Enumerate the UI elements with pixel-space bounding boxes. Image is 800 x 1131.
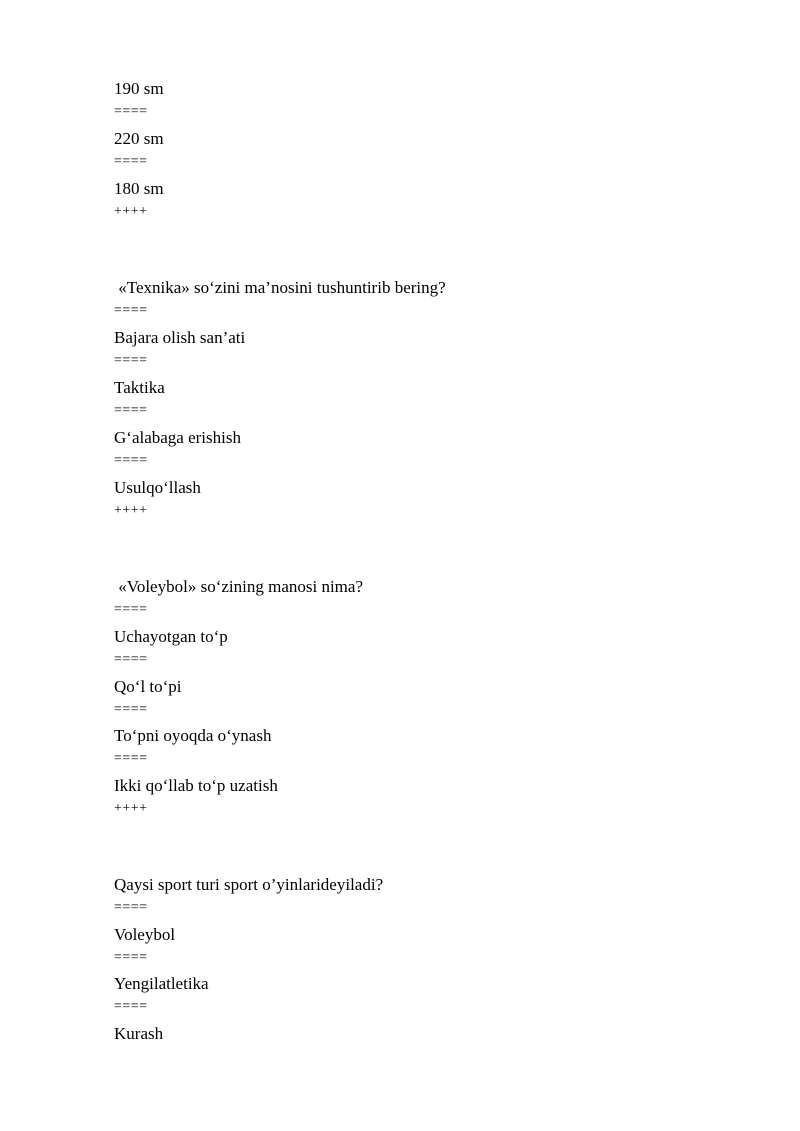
- answer-option: Kurash: [114, 1024, 164, 1043]
- answer-separator: ====: [114, 950, 148, 965]
- answer-option: Ikki qo‘llab to‘p uzatish: [114, 776, 278, 795]
- answer-separator: ====: [114, 999, 148, 1014]
- answer-separator: ====: [114, 353, 148, 368]
- answer-option: 180 sm: [114, 179, 164, 198]
- question-text: Qaysi sport turi sport o’yinlarideyiladi?: [114, 875, 384, 894]
- answer-separator: ====: [114, 900, 148, 915]
- question-text: «Voleybol» so‘zining manosi nima?: [114, 577, 363, 596]
- answer-option: To‘pni oyoqda o‘ynash: [114, 726, 272, 745]
- answer-option: 190 sm: [114, 79, 164, 98]
- answer-option: Yengilatletika: [114, 974, 209, 993]
- answer-separator: ====: [114, 702, 148, 717]
- answer-separator: ====: [114, 751, 148, 766]
- answer-separator: ====: [114, 652, 148, 667]
- answer-separator: ====: [114, 154, 148, 169]
- answer-separator: ====: [114, 602, 148, 617]
- answer-option: Voleybol: [114, 925, 176, 944]
- answer-separator: ====: [114, 104, 148, 119]
- question-end-marker: ++++: [114, 204, 148, 219]
- answer-option: 220 sm: [114, 129, 164, 148]
- answer-separator: ====: [114, 403, 148, 418]
- answer-separator: ====: [114, 453, 148, 468]
- question-end-marker: ++++: [114, 503, 148, 518]
- answer-option: Qo‘l to‘pi: [114, 677, 182, 696]
- question-text: «Texnika» so‘zini ma’nosini tushuntirib bering?: [114, 278, 446, 297]
- question-end-marker: ++++: [114, 801, 148, 816]
- answer-separator: ====: [114, 303, 148, 318]
- answer-option: G‘alabaga erishish: [114, 428, 241, 447]
- answer-option: Bajara olish san’ati: [114, 328, 246, 347]
- answer-option: Uchayotgan to‘p: [114, 627, 228, 646]
- answer-option: Taktika: [114, 378, 165, 397]
- answer-option: Usulqo‘llash: [114, 478, 201, 497]
